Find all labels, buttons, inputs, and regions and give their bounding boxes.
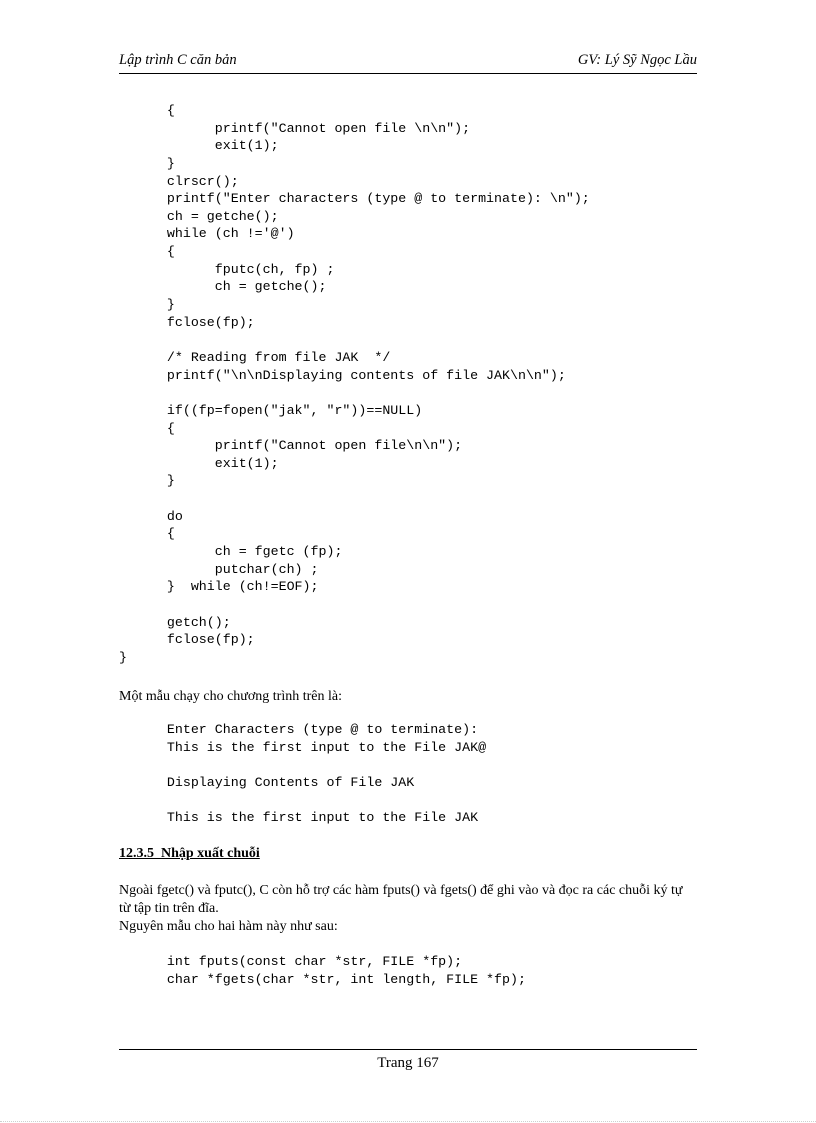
output-line: Enter Characters (type @ to terminate): (119, 722, 479, 737)
code-line: { (119, 103, 175, 118)
code-line (119, 384, 590, 402)
output-line (119, 792, 486, 810)
code-line: getch(); (119, 614, 231, 630)
code-line: putchar(ch) ; (119, 561, 319, 577)
output-line (119, 756, 486, 774)
page-header (119, 52, 697, 72)
output-line: This is the first input to the File JAK (119, 810, 479, 826)
code-line: exit(1); (119, 138, 279, 154)
code-line: } (119, 473, 175, 489)
code-line: do (119, 508, 183, 524)
code-line: ch = fgetc (fp); (119, 544, 343, 560)
code-line: ch = getche(); (119, 208, 279, 224)
code-line: fclose(fp); (119, 632, 255, 648)
code-line: char *fgets(char *str, int length, FILE *fp); (119, 971, 526, 987)
sample-output-block (119, 721, 486, 827)
code-line: } (119, 155, 175, 171)
code-line: { (119, 420, 175, 436)
code-line: } while (ch!=EOF); (119, 579, 319, 595)
code-line: /* Reading from file JAK */ (119, 349, 391, 365)
code-line: { (119, 526, 175, 542)
code-line: fputc(ch, fp) ; (119, 261, 335, 277)
code-line: } (119, 649, 127, 665)
code-line: } (119, 297, 175, 313)
code-line: printf("Cannot open file\n\n"); (119, 438, 463, 454)
code-block-main (119, 102, 590, 667)
code-line: printf("\n\nDisplaying contents of file JAK\n\n"); (119, 367, 566, 383)
page-edge-divider (0, 1121, 816, 1122)
output-line: Displaying Contents of File JAK (119, 774, 415, 790)
header-divider (119, 73, 697, 74)
code-line: fclose(fp); (119, 314, 255, 330)
footer-divider (119, 1049, 697, 1050)
section-heading: 12.3.5 Nhập xuất chuỗi (119, 846, 260, 861)
code-line: ch = getche(); (119, 279, 327, 295)
code-line (119, 596, 590, 614)
code-line: { (119, 244, 175, 260)
code-line (119, 490, 590, 508)
code-line: clrscr(); (119, 173, 239, 189)
code-line: while (ch !='@') (119, 226, 295, 242)
header-author: GV: Lý Sỹ Ngọc Lầu (577, 52, 697, 68)
output-line: This is the first input to the File JAK@ (119, 739, 487, 755)
code-line (119, 331, 590, 349)
header-course-title: Lập trình C căn bản (119, 52, 237, 68)
code-line: if((fp=fopen("jak", "r"))==NULL) (119, 402, 423, 418)
page-number: Trang 167 (377, 1055, 439, 1071)
prototype-code-block (119, 953, 526, 988)
code-line: printf("Enter characters (type @ to terminate): \n"); (119, 191, 590, 207)
code-line: printf("Cannot open file \n\n"); (119, 120, 471, 136)
code-line: exit(1); (119, 455, 279, 471)
body-paragraph: Nguyên mẫu cho hai hàm này như sau: (119, 919, 338, 934)
code-line: int fputs(const char *str, FILE *fp); (119, 954, 463, 969)
body-paragraph: Ngoài fgetc() và fputc(), C còn hỗ trợ các hàm fputs() và fgets() để ghi vào và đọc ra các chuỗi ký tự từ tập tin trên đĩa. (119, 883, 683, 916)
sample-intro-text: Một mẫu chạy cho chương trình trên là: (119, 689, 342, 704)
